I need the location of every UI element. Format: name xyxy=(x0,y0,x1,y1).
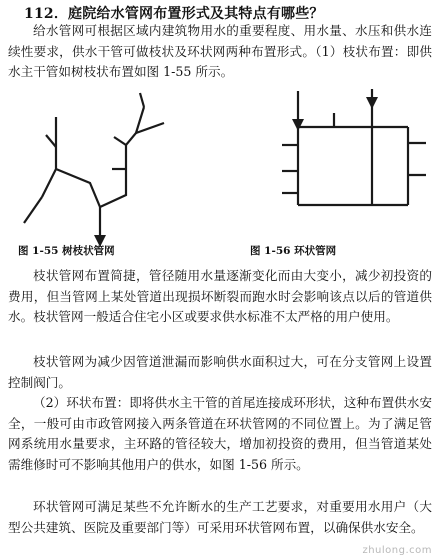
figure-caption-right: 图 1-56 环状管网 xyxy=(250,245,337,257)
paragraph-intro: 给水管网可根据区域内建筑物用水的重要程度、用水量、水压和供水连续性要求，供水干管可做枝状及环状网两种布置形式。（1）枝状布置：即供水主干管如树枝状布置如图 1-55 所示。 xyxy=(8,23,432,80)
paragraph-ring-usage: 环状管网可满足某些不允许断水的生产工艺要求，对重要用水用户（大型公共建筑、医院及重要部门等）可采用环状管网布置，以确保供水安全。 xyxy=(8,499,432,535)
paragraph-ring: （2）环状布置：即将供水主干管的首尾连接成环形状，这种布置供水安全，一般可由市政管网接入两条管道在环状管网的不同位置上。为了满足管网系统用水量要求，主环路的管径较大，增加初投资的费用，但当管道某处需维修时可不影响其他用户的供水，如图 1-56 所示。 xyxy=(8,395,432,472)
branch-pipe-network-diagram-icon xyxy=(18,85,218,245)
branch-main-segment xyxy=(56,169,100,207)
figure-branch-network xyxy=(18,85,218,261)
paragraph-branch-valves: 枝状管网为减少因管道泄漏而影响供水面积过大，可在分支管网上设置控制阀门。 xyxy=(8,354,432,390)
figure-caption-left: 图 1-55 树枝状管网 xyxy=(18,245,115,257)
watermark-text: zhulong.com xyxy=(362,545,432,556)
branch-stub-d xyxy=(136,123,164,133)
branch-stub-c xyxy=(114,137,126,145)
branch-lower-left xyxy=(24,197,42,223)
section-title: 112．庭院给水管网布置形式及其特点有哪些？ xyxy=(24,6,324,22)
branch-top xyxy=(140,93,144,107)
branch-right-line xyxy=(100,107,144,207)
branch-main-line xyxy=(42,117,56,197)
paragraph-branch-features: 枝状管网布置简捷，管径随用水量逐渐变化而由大变小，减少初投资的费用，但当管网上某处管道出现损坏断裂而跑水时会影响该点以后的管道供水。枝状管网一般适合住宅小区或要求供水标准不太严格的用户使用。 xyxy=(8,268,432,325)
ring-pipe-network-diagram-icon xyxy=(222,85,432,245)
branch-stub-a xyxy=(46,135,56,147)
figure-ring-network xyxy=(222,85,432,261)
